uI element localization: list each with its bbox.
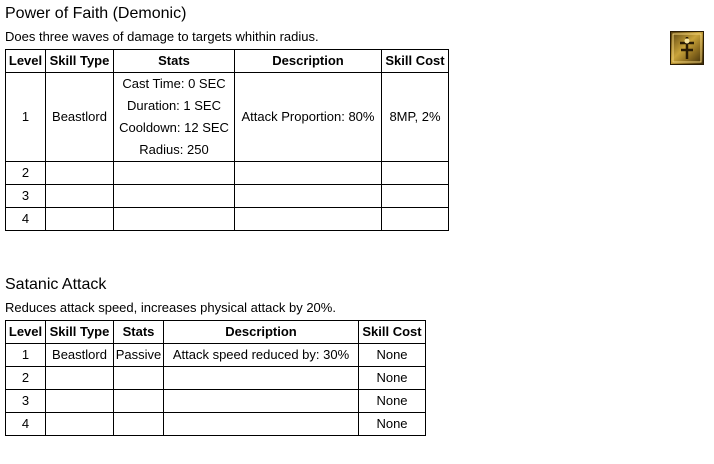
stats-cell bbox=[114, 162, 235, 185]
header-stats: Stats bbox=[114, 321, 164, 344]
skill-cost-cell: None bbox=[359, 344, 426, 367]
skill-cost-cell: None bbox=[359, 413, 426, 436]
table-row bbox=[6, 344, 426, 367]
level-cell: 2 bbox=[6, 367, 46, 390]
skill-type-cell bbox=[46, 413, 114, 436]
level-cell: 1 bbox=[6, 73, 46, 162]
table-header-row bbox=[6, 321, 426, 344]
stats-cell bbox=[114, 390, 164, 413]
description-cell bbox=[235, 208, 382, 231]
description-cell: Attack speed reduced by: 30% bbox=[164, 344, 359, 367]
stats-cell bbox=[114, 185, 235, 208]
skill-title: Power of Faith (Demonic) bbox=[5, 5, 187, 22]
skill-table bbox=[5, 49, 449, 231]
header-skill-type: Skill Type bbox=[46, 321, 114, 344]
stat-line: Cast Time: 0 SEC bbox=[122, 76, 226, 91]
header-level: Level bbox=[6, 50, 46, 73]
stats-cell: Passive bbox=[114, 344, 164, 367]
header-description: Description bbox=[235, 50, 382, 73]
stats-cell bbox=[114, 413, 164, 436]
level-cell: 4 bbox=[6, 208, 46, 231]
stat-line: Radius: 250 bbox=[139, 142, 209, 157]
header-skill-type: Skill Type bbox=[46, 50, 114, 73]
header-skill-cost: Skill Cost bbox=[359, 321, 426, 344]
level-cell: 1 bbox=[6, 344, 46, 367]
skill-type-cell bbox=[46, 390, 114, 413]
table-row bbox=[6, 162, 449, 185]
table-row bbox=[6, 185, 449, 208]
header-level: Level bbox=[6, 321, 46, 344]
level-cell: 4 bbox=[6, 413, 46, 436]
skill-cost-cell: 8MP, 2% bbox=[382, 73, 449, 162]
stats-cell bbox=[114, 208, 235, 231]
description-cell bbox=[164, 413, 359, 436]
skill-icon-glyph bbox=[671, 32, 703, 64]
skill-type-cell: Beastlord bbox=[46, 344, 114, 367]
skill-description: Does three waves of damage to targets whithin radius. bbox=[5, 29, 319, 44]
stats-cell bbox=[114, 367, 164, 390]
description-cell: Attack Proportion: 80% bbox=[235, 73, 382, 162]
skill-cost-cell bbox=[382, 185, 449, 208]
skill-type-cell bbox=[46, 162, 114, 185]
skill-cost-cell: None bbox=[359, 367, 426, 390]
skill-section-satanic-attack bbox=[5, 275, 426, 436]
description-cell bbox=[164, 390, 359, 413]
table-row bbox=[6, 73, 449, 162]
level-cell: 2 bbox=[6, 162, 46, 185]
table-row bbox=[6, 208, 449, 231]
skill-type-cell: Beastlord bbox=[46, 73, 114, 162]
header-stats: Stats bbox=[114, 50, 235, 73]
header-description: Description bbox=[164, 321, 359, 344]
skill-type-cell bbox=[46, 208, 114, 231]
skill-type-cell bbox=[46, 367, 114, 390]
skill-type-cell bbox=[46, 185, 114, 208]
description-cell bbox=[235, 162, 382, 185]
stats-cell bbox=[114, 73, 235, 162]
skill-section-power-of-faith bbox=[5, 4, 449, 231]
header-skill-cost: Skill Cost bbox=[382, 50, 449, 73]
skill-cost-cell bbox=[382, 208, 449, 231]
description-cell bbox=[164, 367, 359, 390]
description-cell bbox=[235, 185, 382, 208]
level-cell: 3 bbox=[6, 390, 46, 413]
table-row bbox=[6, 413, 426, 436]
table-row bbox=[6, 367, 426, 390]
level-cell: 3 bbox=[6, 185, 46, 208]
table-header-row bbox=[6, 50, 449, 73]
skill-cost-cell: None bbox=[359, 390, 426, 413]
skill-table bbox=[5, 320, 426, 436]
stat-line: Duration: 1 SEC bbox=[127, 98, 221, 113]
skill-title: Satanic Attack bbox=[5, 276, 107, 293]
stat-line: Cooldown: 12 SEC bbox=[119, 120, 229, 135]
skill-description: Reduces attack speed, increases physical attack by 20%. bbox=[5, 300, 336, 315]
skill-icon bbox=[670, 31, 704, 65]
table-row bbox=[6, 390, 426, 413]
skill-cost-cell bbox=[382, 162, 449, 185]
